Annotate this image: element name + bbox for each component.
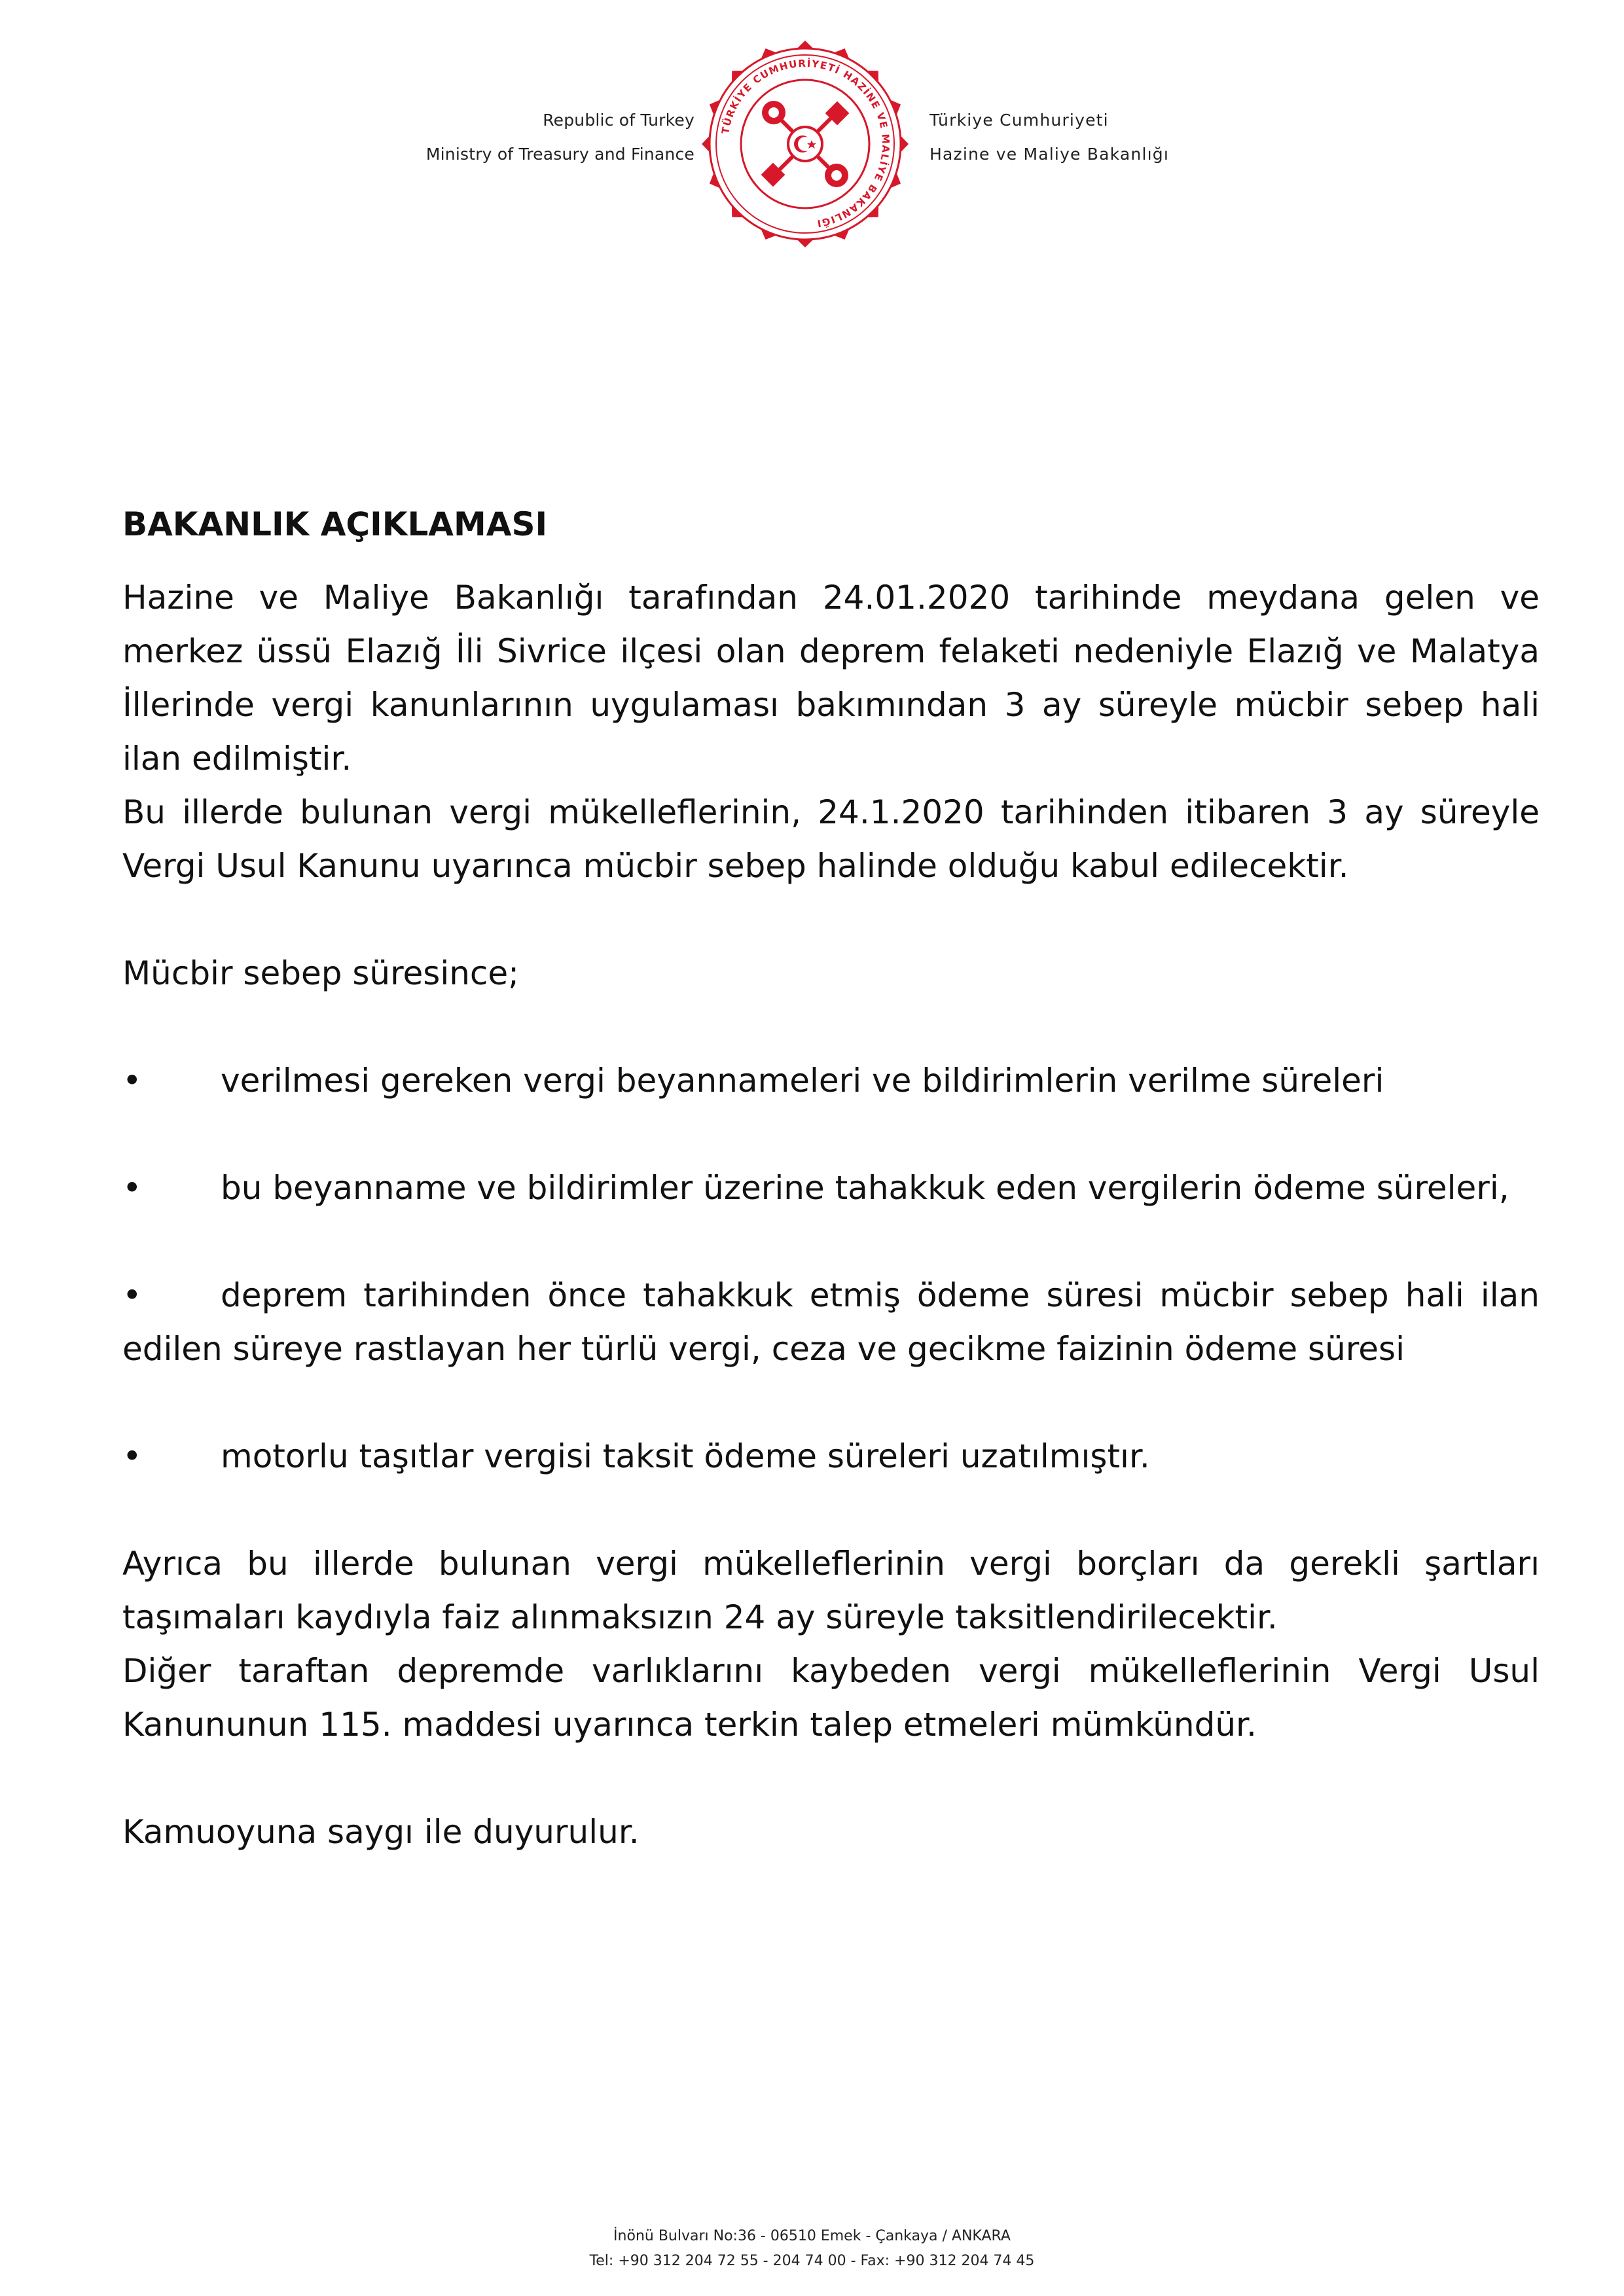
footer-address: İnönü Bulvarı No:36 - 06510 Emek - Çankaya / ANKARA [613, 2228, 1011, 2244]
bullet-item [122, 1054, 1540, 1107]
bullet-icon: • [122, 1169, 142, 1207]
footer-contact: Tel: +90 312 204 72 55 - 204 74 00 - Fax: +90 312 204 74 45 [589, 2253, 1035, 2269]
letterhead [0, 26, 1624, 262]
paragraph-taxpayers: Bu illerde bulunan vergi mükelleflerinin, 24.1.2020 tarihinden itibaren 3 ay süreyle Vergi Usul Kanunu uyarınca mücbir sebep halinde olduğu kabul edilecektir. [122, 793, 1540, 885]
closing-line: Kamuoyuna saygı ile duyurulur. [122, 1813, 640, 1851]
ministry-name-en: Ministry of Treasury and Finance [425, 145, 695, 164]
letterhead-turkish [929, 103, 1169, 171]
bullet-icon: • [122, 1276, 142, 1314]
document-title: BAKANLIK AÇIKLAMASI [122, 505, 548, 543]
bullet-item [122, 1161, 1540, 1215]
bullet-icon: • [122, 1062, 142, 1100]
bullet-icon: • [122, 1437, 142, 1475]
document-body [122, 497, 1540, 1859]
letterhead-english [426, 103, 695, 171]
bullet-text: bu beyanname ve bildirimler üzerine tahakkuk eden vergilerin ödeme süreleri, [221, 1169, 1509, 1207]
bullet-text: motorlu taşıtlar vergisi taksit ödeme süreleri uzatılmıştır. [221, 1437, 1150, 1475]
paragraph-write-off: Diğer taraftan depremde varlıklarını kaybeden vergi mükelleflerinin Vergi Usul Kanununun 115. maddesi uyarınca terkin talep etmeleri mümkündür. [122, 1652, 1540, 1744]
bullet-item [122, 1429, 1540, 1483]
country-name-tr: Türkiye Cumhuriyeti [929, 111, 1109, 130]
bullet-intro: Mücbir sebep süresince; [122, 954, 520, 992]
bullet-text: verilmesi gereken vergi beyannameleri ve bildirimlerin verilme süreleri [221, 1062, 1384, 1100]
country-name-en: Republic of Turkey [543, 111, 695, 130]
bullet-text: deprem tarihinden önce tahakkuk etmiş ödeme süresi mücbir sebep hali ilan edilen süreye rastlayan her türlü vergi, ceza ve gecikme faizinin ödeme süresi [122, 1276, 1540, 1368]
ministry-seal-icon [700, 39, 910, 249]
seal-text: TÜRKİYE CUMHURİYETİ HAZİNE VE MALİYE BAKANLIĞI [719, 57, 892, 230]
bullet-item [122, 1268, 1540, 1376]
paragraph-installments: Ayrıca bu illerde bulunan vergi mükelleflerinin vergi borçları da gerekli şartları taşımaları kaydıyla faiz alınmaksızın 24 ay süreyle taksitlendirilecektir. [122, 1545, 1540, 1636]
paragraph-announcement: Hazine ve Maliye Bakanlığı tarafından 24.01.2020 tarihinde meydana gelen ve merkez üssü Elazığ İli Sivrice ilçesi olan deprem felaketi nedeniyle Elazığ ve Malatya İllerinde vergi kanunlarının uygulaması bakımından 3 ay süreyle mücbir sebep hali ilan edilmiştir. [122, 579, 1540, 778]
ministry-name-tr: Hazine ve Maliye Bakanlığı [929, 145, 1169, 164]
footer [0, 2224, 1624, 2274]
